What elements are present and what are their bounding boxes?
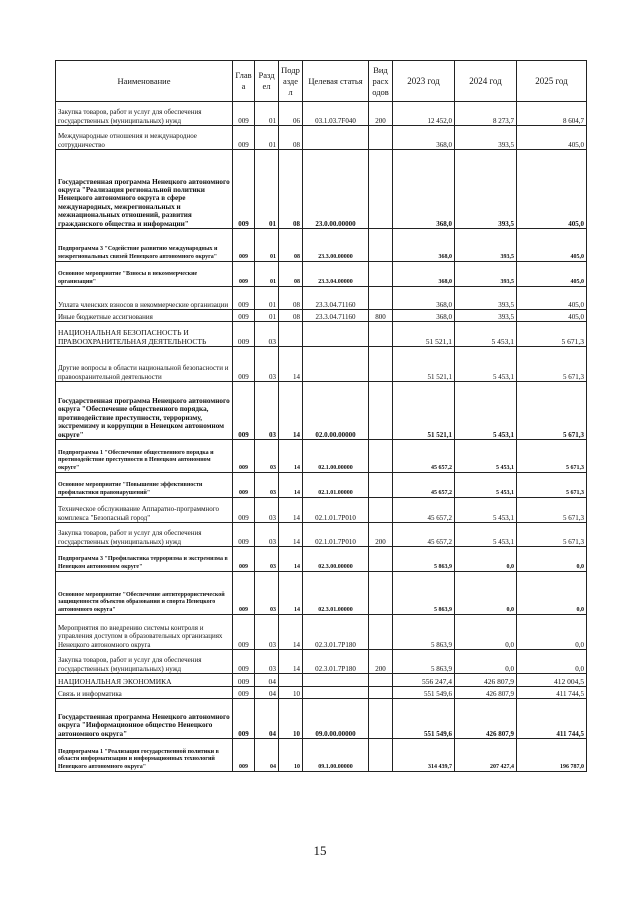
row-2025: 405,0 <box>517 229 587 262</box>
row-vid <box>369 699 393 739</box>
row-target: 09.1.00.00000 <box>303 739 369 772</box>
row-podrazdel: 10 <box>279 699 303 739</box>
row-name: Закупка товаров, работ и услуг для обеспечения государственных (муниципальных) нужд <box>56 523 233 547</box>
col-header-2024: 2024 год <box>455 61 517 102</box>
row-2025: 0,0 <box>517 572 587 615</box>
table-row <box>56 674 587 687</box>
row-name: Мероприятия по внедрению системы контроля и управления доступом в образовательных организациях Ненецкого автономного округа <box>56 615 233 650</box>
row-2023: 45 657,2 <box>393 440 455 473</box>
col-header-name: Наименование <box>56 61 233 102</box>
row-target <box>303 347 369 382</box>
row-vid <box>369 440 393 473</box>
row-target: 02.1.01.7P010 <box>303 523 369 547</box>
row-2024: 393,5 <box>455 262 517 287</box>
row-name: Уплата членских взносов в некоммерческие организации <box>56 287 233 310</box>
row-2024: 5 453,1 <box>455 322 517 347</box>
col-header-podrazdel: Подр азде л <box>279 61 303 102</box>
row-2025: 5 671,3 <box>517 322 587 347</box>
row-target: 02.1.01.7P010 <box>303 498 369 523</box>
row-vid <box>369 382 393 440</box>
row-2024: 8 273,7 <box>455 102 517 126</box>
row-target: 02.1.00.00000 <box>303 440 369 473</box>
row-name: Подпрограмма 1 "Обеспечение общественного порядка и противодействие преступности в Ненецком автономном округе" <box>56 440 233 473</box>
row-glava: 009 <box>233 126 255 150</box>
table-row <box>56 126 587 150</box>
row-glava: 009 <box>233 547 255 572</box>
row-podrazdel: 08 <box>279 126 303 150</box>
row-podrazdel: 08 <box>279 310 303 322</box>
col-header-vid: Вид расх одов <box>369 61 393 102</box>
table-row <box>56 102 587 126</box>
row-2025: 405,0 <box>517 262 587 287</box>
row-vid <box>369 572 393 615</box>
row-razdel: 01 <box>255 102 279 126</box>
row-razdel: 04 <box>255 699 279 739</box>
row-glava: 009 <box>233 347 255 382</box>
row-2023: 5 863,9 <box>393 650 455 674</box>
row-razdel: 03 <box>255 650 279 674</box>
row-name: Связь и информатика <box>56 687 233 699</box>
row-razdel: 01 <box>255 126 279 150</box>
row-razdel: 03 <box>255 572 279 615</box>
row-2023: 368,0 <box>393 310 455 322</box>
row-target: 02.3.00.00000 <box>303 547 369 572</box>
table-row <box>56 382 587 440</box>
row-vid <box>369 498 393 523</box>
row-2023: 5 863,9 <box>393 547 455 572</box>
row-name: Другие вопросы в области национальной безопасности и правоохранительной деятельности <box>56 347 233 382</box>
row-vid: 200 <box>369 102 393 126</box>
row-glava: 009 <box>233 382 255 440</box>
row-razdel: 01 <box>255 262 279 287</box>
row-2023: 314 439,7 <box>393 739 455 772</box>
row-glava: 009 <box>233 440 255 473</box>
row-vid <box>369 150 393 229</box>
row-vid <box>369 229 393 262</box>
table-row <box>56 347 587 382</box>
row-razdel: 04 <box>255 739 279 772</box>
row-name: Международные отношения и международное сотрудничество <box>56 126 233 150</box>
row-razdel: 03 <box>255 322 279 347</box>
row-2024: 5 453,1 <box>455 523 517 547</box>
table-row <box>56 440 587 473</box>
row-target <box>303 126 369 150</box>
row-2024: 426 807,9 <box>455 674 517 687</box>
row-glava: 009 <box>233 650 255 674</box>
row-2023: 556 247,4 <box>393 674 455 687</box>
row-2025: 405,0 <box>517 150 587 229</box>
row-2024: 426 807,9 <box>455 699 517 739</box>
row-target <box>303 322 369 347</box>
row-name: Основное мероприятие "Обеспечение антитеррористической защищенности объектов образования и спорта Ненецкого автономного округа" <box>56 572 233 615</box>
row-2024: 5 453,1 <box>455 382 517 440</box>
row-name: Подпрограмма 3 "Содействие развитию международных и межрегиональных связей Ненецкого автономного округа" <box>56 229 233 262</box>
row-2025: 5 671,3 <box>517 382 587 440</box>
row-razdel: 01 <box>255 310 279 322</box>
row-2023: 51 521,1 <box>393 322 455 347</box>
col-header-2023: 2023 год <box>393 61 455 102</box>
row-glava: 009 <box>233 473 255 498</box>
row-name: Основное мероприятие "Взносы в некоммерческие организации" <box>56 262 233 287</box>
row-2023: 551 549,6 <box>393 699 455 739</box>
row-glava: 009 <box>233 262 255 287</box>
row-podrazdel: 14 <box>279 615 303 650</box>
row-vid: 800 <box>369 310 393 322</box>
table-row <box>56 322 587 347</box>
row-2025: 405,0 <box>517 310 587 322</box>
table-row <box>56 650 587 674</box>
row-2025: 0,0 <box>517 615 587 650</box>
row-2024: 393,5 <box>455 126 517 150</box>
row-glava: 009 <box>233 229 255 262</box>
row-glava: 009 <box>233 699 255 739</box>
row-razdel: 04 <box>255 687 279 699</box>
table-row <box>56 229 587 262</box>
row-razdel: 01 <box>255 229 279 262</box>
row-target: 23.3.04.71160 <box>303 310 369 322</box>
row-podrazdel: 14 <box>279 347 303 382</box>
row-2023: 45 657,2 <box>393 498 455 523</box>
row-name: Государственная программа Ненецкого автономного округа "Реализация региональной политики Ненецкого автономного округа в сфере международных, межрегиональных и межнациональных отношений, развития гражданского общества и информации" <box>56 150 233 229</box>
row-2025: 411 744,5 <box>517 699 587 739</box>
row-target: 03.1.03.7F040 <box>303 102 369 126</box>
row-podrazdel: 14 <box>279 498 303 523</box>
row-2023: 368,0 <box>393 126 455 150</box>
table-row <box>56 699 587 739</box>
row-2025: 8 604,7 <box>517 102 587 126</box>
row-razdel: 03 <box>255 498 279 523</box>
table-header-row <box>56 61 587 102</box>
row-target: 02.3.01.7P180 <box>303 615 369 650</box>
row-razdel: 03 <box>255 382 279 440</box>
row-podrazdel: 14 <box>279 547 303 572</box>
row-razdel: 03 <box>255 473 279 498</box>
row-podrazdel: 10 <box>279 739 303 772</box>
col-header-glava: Глав а <box>233 61 255 102</box>
row-name: Закупка товаров, работ и услуг для обеспечения государственных (муниципальных) нужд <box>56 650 233 674</box>
row-name: Основное мероприятие "Повышение эффективности профилактики правонарушений" <box>56 473 233 498</box>
row-glava: 009 <box>233 102 255 126</box>
table-row <box>56 262 587 287</box>
row-vid <box>369 322 393 347</box>
row-glava: 009 <box>233 523 255 547</box>
row-2024: 5 453,1 <box>455 473 517 498</box>
row-2025: 5 671,3 <box>517 498 587 523</box>
row-podrazdel: 14 <box>279 650 303 674</box>
table-row <box>56 572 587 615</box>
table-body <box>56 102 587 772</box>
row-podrazdel: 14 <box>279 473 303 498</box>
col-header-razdel: Разд ел <box>255 61 279 102</box>
row-name: Техническое обслуживание Аппаратно-программного комплекса "Безопасный город" <box>56 498 233 523</box>
row-name: Подпрограмма 1 "Реализация государственной политики в области информатизации и информационных технологий Ненецкого автономного округа" <box>56 739 233 772</box>
table-row <box>56 615 587 650</box>
row-podrazdel: 08 <box>279 287 303 310</box>
table-row <box>56 310 587 322</box>
row-glava: 009 <box>233 739 255 772</box>
row-2025: 5 671,3 <box>517 440 587 473</box>
row-name: НАЦИОНАЛЬНАЯ ЭКОНОМИКА <box>56 674 233 687</box>
row-2024: 0,0 <box>455 615 517 650</box>
row-glava: 009 <box>233 674 255 687</box>
row-2023: 45 657,2 <box>393 523 455 547</box>
table-row <box>56 473 587 498</box>
row-vid <box>369 739 393 772</box>
col-header-2025: 2025 год <box>517 61 587 102</box>
row-vid <box>369 615 393 650</box>
table-row <box>56 523 587 547</box>
row-target: 23.3.00.00000 <box>303 229 369 262</box>
row-podrazdel: 08 <box>279 229 303 262</box>
row-glava: 009 <box>233 322 255 347</box>
table-row <box>56 687 587 699</box>
row-podrazdel <box>279 322 303 347</box>
row-name: Иные бюджетные ассигнования <box>56 310 233 322</box>
row-razdel: 03 <box>255 523 279 547</box>
row-2024: 393,5 <box>455 287 517 310</box>
row-glava: 009 <box>233 287 255 310</box>
row-podrazdel: 14 <box>279 382 303 440</box>
row-target: 02.3.01.7P180 <box>303 650 369 674</box>
table-row <box>56 150 587 229</box>
row-glava: 009 <box>233 572 255 615</box>
row-razdel: 03 <box>255 440 279 473</box>
row-podrazdel: 06 <box>279 102 303 126</box>
row-podrazdel: 14 <box>279 440 303 473</box>
row-glava: 009 <box>233 687 255 699</box>
row-target <box>303 674 369 687</box>
row-2023: 368,0 <box>393 229 455 262</box>
row-2023: 368,0 <box>393 287 455 310</box>
row-target: 02.1.01.00000 <box>303 473 369 498</box>
row-podrazdel: 08 <box>279 150 303 229</box>
table-row <box>56 547 587 572</box>
row-razdel: 03 <box>255 547 279 572</box>
row-2025: 411 744,5 <box>517 687 587 699</box>
row-vid <box>369 547 393 572</box>
row-podrazdel <box>279 674 303 687</box>
row-razdel: 03 <box>255 347 279 382</box>
row-2024: 0,0 <box>455 547 517 572</box>
row-podrazdel: 10 <box>279 687 303 699</box>
row-name: Государственная программа Ненецкого автономного округа "Обеспечение общественного порядка, противодействие преступности, терроризму, экстремизму и коррупции в Ненецком автономном округе" <box>56 382 233 440</box>
col-header-target: Целевая статья <box>303 61 369 102</box>
row-target <box>303 687 369 699</box>
row-2025: 5 671,3 <box>517 523 587 547</box>
row-razdel: 01 <box>255 150 279 229</box>
row-glava: 009 <box>233 498 255 523</box>
row-glava: 009 <box>233 150 255 229</box>
row-vid <box>369 473 393 498</box>
row-glava: 009 <box>233 310 255 322</box>
row-podrazdel: 14 <box>279 572 303 615</box>
row-target: 23.0.00.00000 <box>303 150 369 229</box>
row-2024: 207 427,4 <box>455 739 517 772</box>
row-vid <box>369 287 393 310</box>
row-2023: 551 549,6 <box>393 687 455 699</box>
row-2025: 5 671,3 <box>517 347 587 382</box>
row-2023: 45 657,2 <box>393 473 455 498</box>
table-row <box>56 739 587 772</box>
row-2024: 5 453,1 <box>455 498 517 523</box>
page-number: 15 <box>313 843 327 858</box>
row-target: 02.0.00.00000 <box>303 382 369 440</box>
row-2025: 5 671,3 <box>517 473 587 498</box>
table-row <box>56 498 587 523</box>
row-name: Подпрограмма 3 "Профилактика терроризма и экстремизма в Ненецком автономном округе" <box>56 547 233 572</box>
row-razdel: 04 <box>255 674 279 687</box>
row-2023: 368,0 <box>393 262 455 287</box>
row-target: 02.3.01.00000 <box>303 572 369 615</box>
row-podrazdel: 08 <box>279 262 303 287</box>
row-2023: 5 863,9 <box>393 572 455 615</box>
row-2024: 393,5 <box>455 229 517 262</box>
row-2025: 405,0 <box>517 287 587 310</box>
budget-table <box>55 60 587 772</box>
row-glava: 009 <box>233 615 255 650</box>
row-2024: 393,5 <box>455 150 517 229</box>
row-razdel: 01 <box>255 287 279 310</box>
row-2024: 0,0 <box>455 572 517 615</box>
row-vid <box>369 674 393 687</box>
row-podrazdel: 14 <box>279 523 303 547</box>
row-vid <box>369 262 393 287</box>
row-2023: 5 863,9 <box>393 615 455 650</box>
row-name: НАЦИОНАЛЬНАЯ БЕЗОПАСНОСТЬ И ПРАВООХРАНИТЕЛЬНАЯ ДЕЯТЕЛЬНОСТЬ <box>56 322 233 347</box>
row-razdel: 03 <box>255 615 279 650</box>
row-vid: 200 <box>369 523 393 547</box>
row-2024: 5 453,1 <box>455 440 517 473</box>
row-target: 23.3.04.71160 <box>303 287 369 310</box>
row-2023: 51 521,1 <box>393 347 455 382</box>
row-vid: 200 <box>369 650 393 674</box>
row-target: 09.0.00.00000 <box>303 699 369 739</box>
row-2024: 0,0 <box>455 650 517 674</box>
row-2023: 12 452,0 <box>393 102 455 126</box>
row-2023: 368,0 <box>393 150 455 229</box>
row-2025: 0,0 <box>517 547 587 572</box>
row-2025: 405,0 <box>517 126 587 150</box>
row-2024: 426 807,9 <box>455 687 517 699</box>
row-vid <box>369 126 393 150</box>
row-name: Государственная программа Ненецкого автономного округа "Информационное общество Ненецкого автономного округа" <box>56 699 233 739</box>
table-row <box>56 287 587 310</box>
row-2023: 51 521,1 <box>393 382 455 440</box>
row-2025: 0,0 <box>517 650 587 674</box>
row-vid <box>369 347 393 382</box>
row-2024: 393,5 <box>455 310 517 322</box>
row-vid <box>369 687 393 699</box>
row-name: Закупка товаров, работ и услуг для обеспечения государственных (муниципальных) нужд <box>56 102 233 126</box>
row-target: 23.3.04.00000 <box>303 262 369 287</box>
row-2024: 5 453,1 <box>455 347 517 382</box>
row-2025: 196 787,0 <box>517 739 587 772</box>
row-2025: 412 004,5 <box>517 674 587 687</box>
